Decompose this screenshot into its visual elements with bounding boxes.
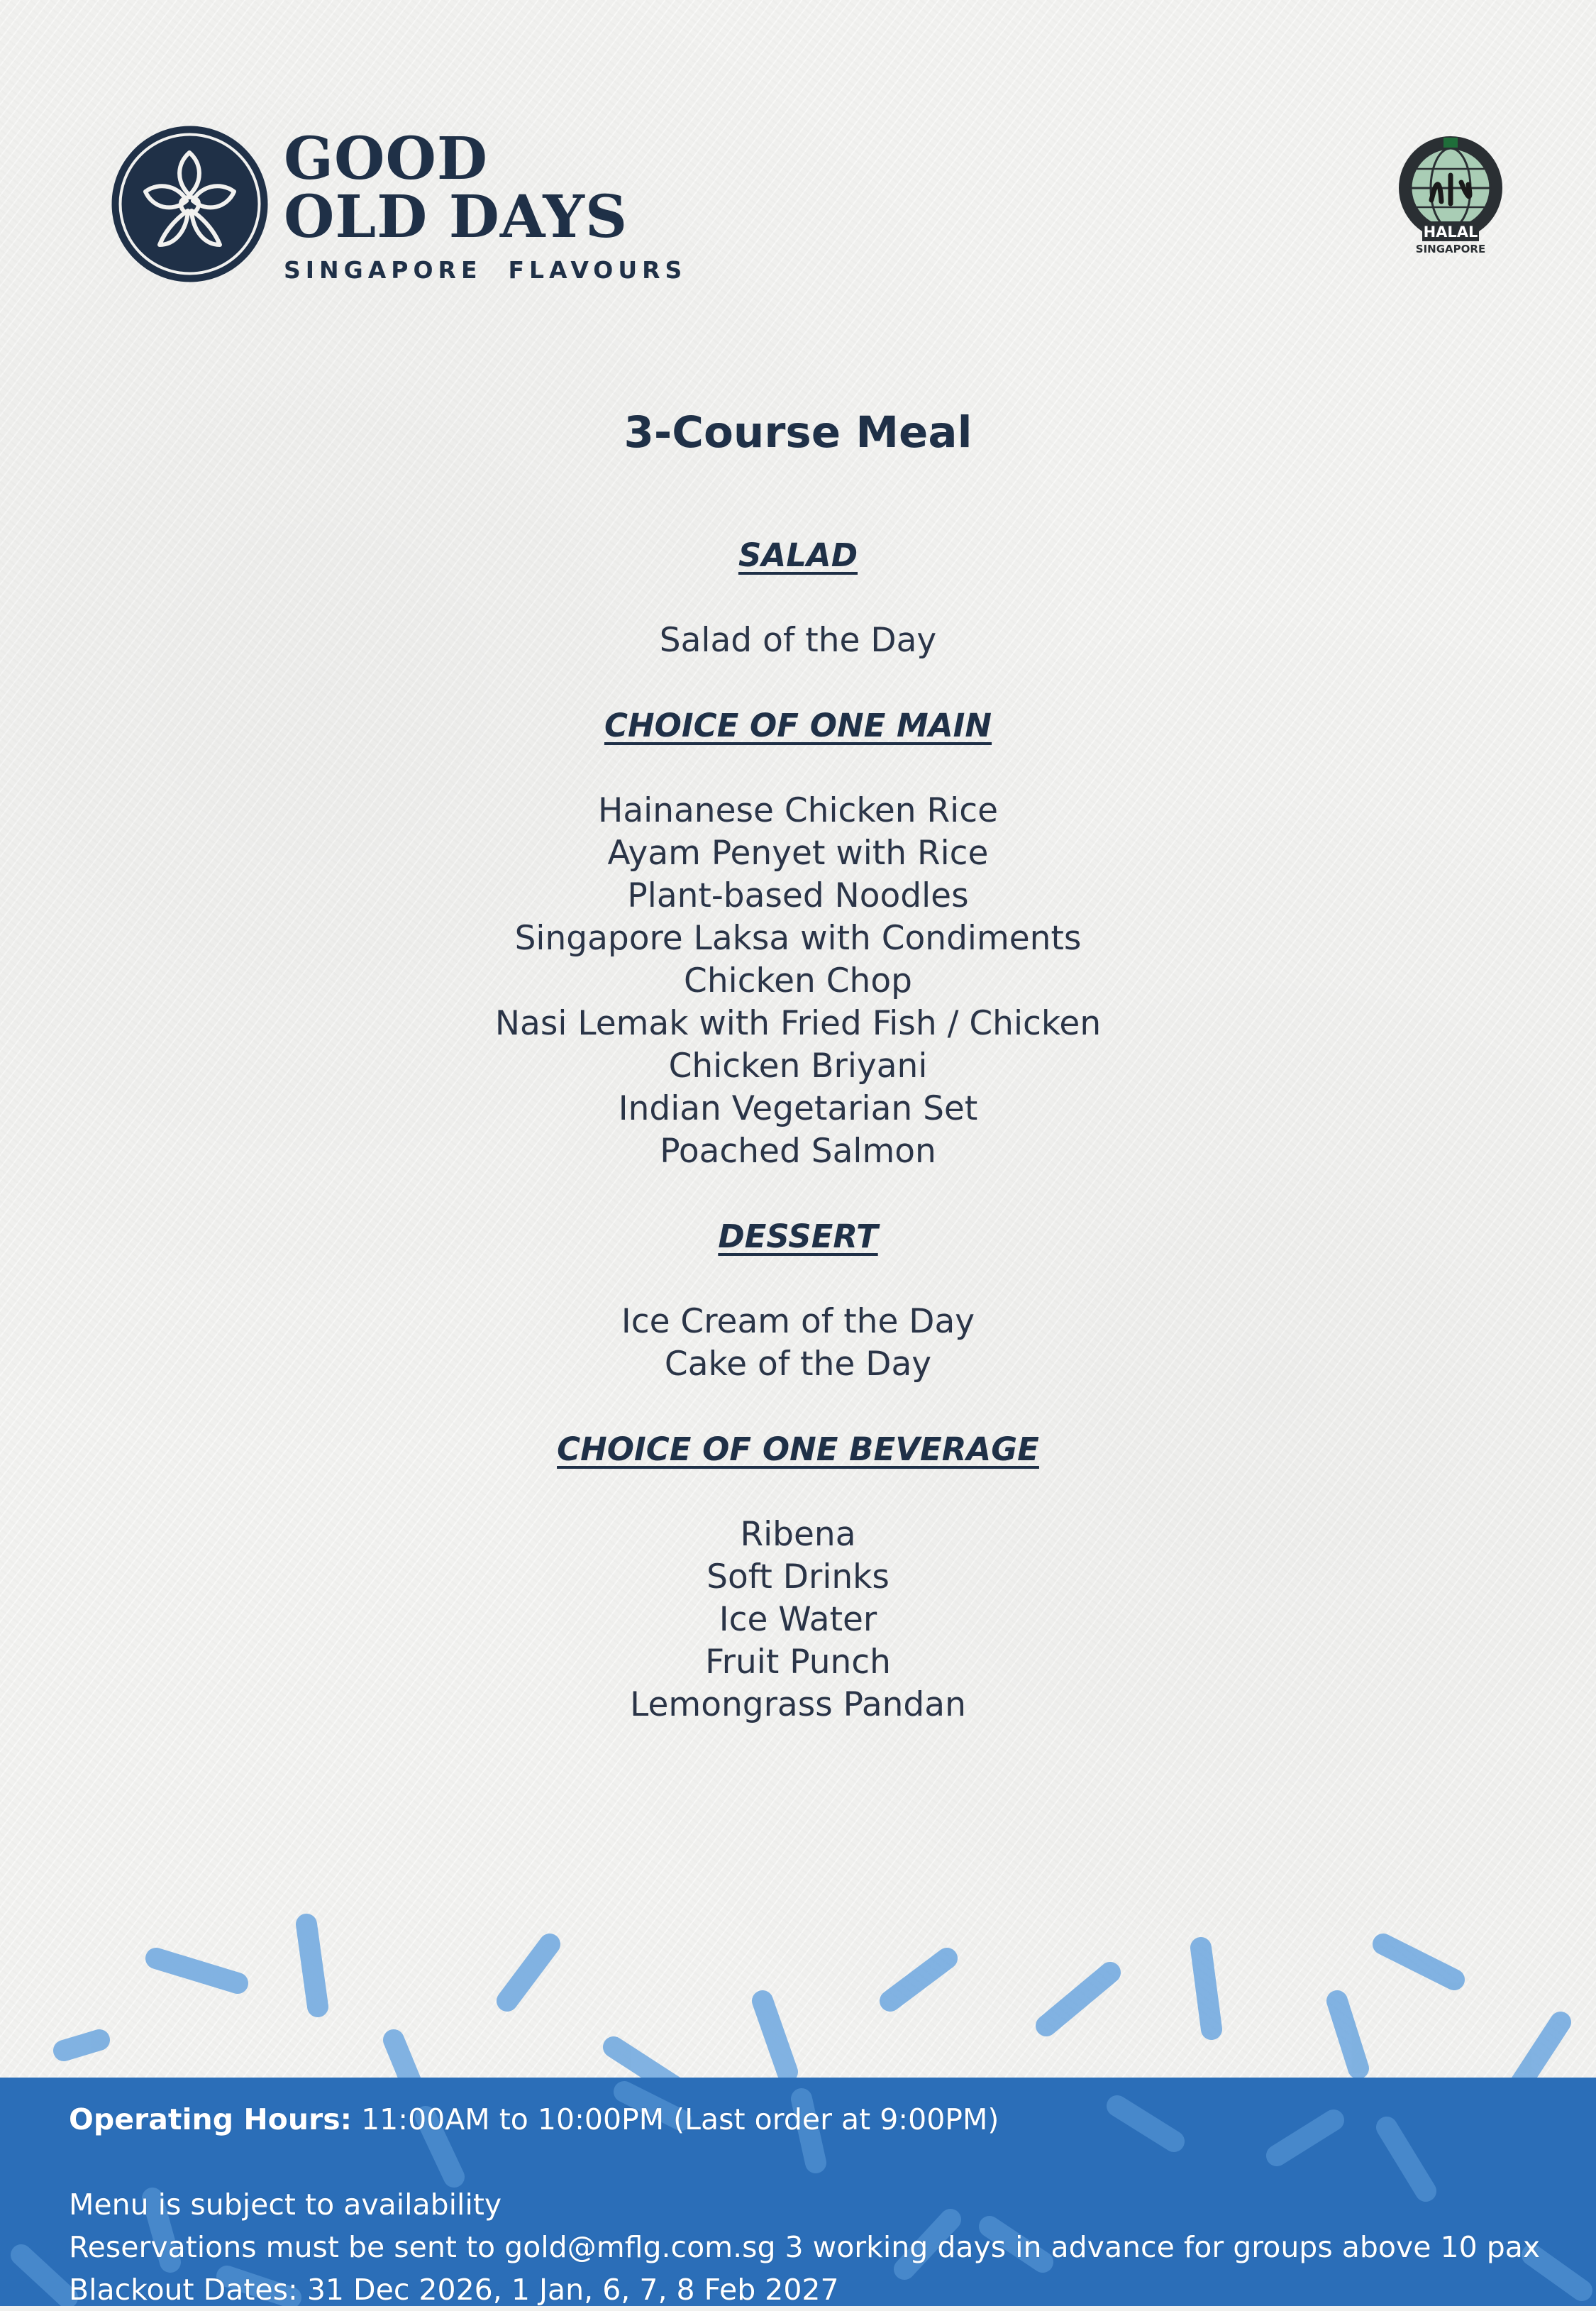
halal-seal [1397, 122, 1504, 275]
menu-item: Indian Vegetarian Set [618, 1089, 978, 1128]
brand-tagline: SINGAPORE FLAVOURS [284, 256, 687, 284]
menu-item: Soft Drinks [706, 1557, 890, 1596]
menu-item: Nasi Lemak with Fried Fish / Chicken [494, 1004, 1102, 1043]
section-heading-salad: SALAD [738, 536, 858, 574]
menu-item: Plant-based Noodles [627, 876, 969, 915]
menu-item: Lemongrass Pandan [630, 1685, 966, 1724]
menu-item: Singapore Laksa with Condiments [514, 919, 1082, 958]
brand-name-line2: OLD DAYS [284, 183, 628, 251]
halal-certification-seal-icon [1397, 122, 1504, 275]
menu-item: Hainanese Chicken Rice [598, 791, 998, 830]
menu-item: Cake of the Day [664, 1345, 932, 1384]
menu-item: Chicken Briyani [668, 1047, 928, 1086]
operating-hours-label: Operating Hours: [69, 2102, 353, 2136]
availability-note: Menu is subject to availability [69, 2188, 502, 2222]
halal-word: HALAL [1423, 224, 1478, 241]
section-heading-beverage: CHOICE OF ONE BEVERAGE [557, 1430, 1039, 1468]
menu-item: Chicken Chop [684, 961, 912, 1000]
blackout-dates: Blackout Dates: 31 Dec 2026, 1 Jan, 6, 7, 8 Feb 2027 [69, 2273, 839, 2307]
menu-item: Salad of the Day [659, 621, 937, 660]
halal-country: SINGAPORE [1415, 243, 1486, 255]
menu-item: Ribena [740, 1515, 856, 1554]
brand-name-line1: GOOD [284, 125, 488, 193]
operating-hours [69, 2098, 1558, 2141]
section-heading-main: CHOICE OF ONE MAIN [604, 707, 992, 744]
reservation-note: Reservations must be sent to gold@mflg.com.sg 3 working days in advance for groups above 10 pax [69, 2230, 1541, 2264]
section-heading-dessert: DESSERT [718, 1218, 878, 1255]
menu-item: Ice Water [719, 1600, 877, 1639]
menu-item: Ayam Penyet with Rice [607, 834, 989, 873]
menu-item: Ice Cream of the Day [621, 1302, 975, 1341]
menu-content [0, 401, 1596, 1726]
menu-item: Fruit Punch [705, 1643, 891, 1682]
operating-hours-value: 11:00AM to 10:00PM (Last order at 9:00PM) [352, 2102, 999, 2136]
orchid-emblem-icon [110, 124, 270, 284]
menu-title: 3-Course Meal [624, 407, 972, 458]
brand-logo [110, 124, 687, 284]
footer-info [69, 2098, 1558, 2311]
menu-item: Poached Salmon [660, 1132, 936, 1171]
